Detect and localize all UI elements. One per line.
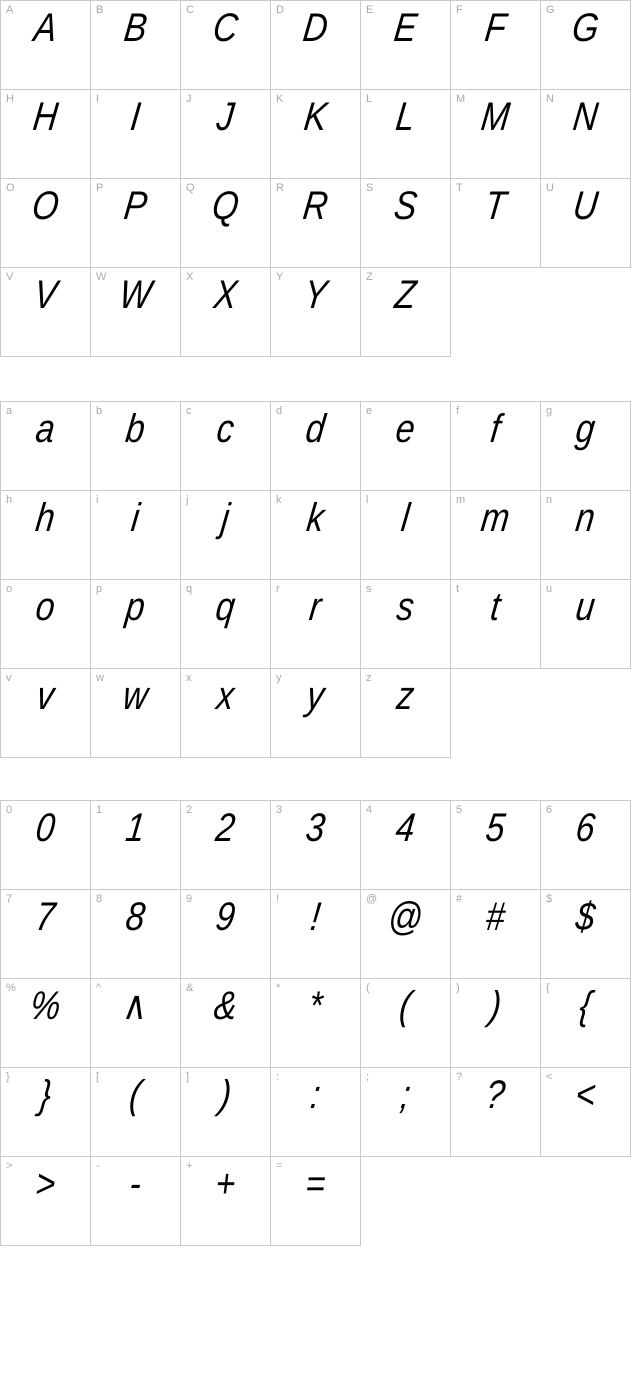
char-cell — [1, 890, 91, 979]
char-cell — [361, 402, 451, 491]
char-label: a — [6, 405, 13, 417]
char-glyph: u — [573, 585, 598, 629]
char-cell — [1, 491, 91, 580]
char-cell — [361, 1, 451, 90]
char-cell — [1, 1157, 91, 1246]
char-cell — [451, 179, 541, 268]
char-glyph: s — [394, 585, 417, 629]
char-label: ! — [276, 893, 280, 905]
char-glyph: F — [482, 6, 509, 50]
char-glyph: m — [478, 496, 513, 540]
char-label: z — [366, 672, 372, 684]
char-cell — [271, 580, 361, 669]
char-label: S — [366, 182, 374, 194]
char-label: P — [96, 182, 104, 194]
char-cell — [361, 580, 451, 669]
char-cell — [91, 179, 181, 268]
char-cell — [271, 491, 361, 580]
char-glyph: i — [129, 496, 142, 540]
char-cell — [271, 801, 361, 890]
char-cell — [361, 979, 451, 1068]
char-glyph: z — [394, 674, 417, 718]
char-cell — [181, 979, 271, 1068]
char-cell — [1, 801, 91, 890]
char-label: T — [456, 182, 463, 194]
char-glyph: Z — [392, 273, 419, 317]
char-label: D — [276, 4, 284, 16]
char-glyph: ? — [483, 1073, 508, 1117]
char-glyph: N — [570, 95, 601, 139]
char-label: k — [276, 494, 282, 506]
char-glyph: Y — [301, 273, 330, 317]
char-cell — [181, 580, 271, 669]
char-cell — [271, 179, 361, 268]
char-glyph: f — [488, 407, 503, 451]
char-cell — [1, 1, 91, 90]
char-label: 6 — [546, 804, 553, 816]
char-label: p — [96, 583, 103, 595]
char-cell — [1, 90, 91, 179]
char-glyph: 3 — [303, 806, 328, 850]
char-glyph: V — [31, 273, 60, 317]
char-cell — [541, 402, 631, 491]
char-cell — [1, 580, 91, 669]
char-glyph: ) — [217, 1073, 234, 1117]
char-label: o — [6, 583, 13, 595]
char-glyph: t — [488, 585, 503, 629]
char-glyph: - — [127, 1162, 144, 1206]
char-glyph: n — [573, 496, 598, 540]
char-glyph: H — [30, 95, 61, 139]
uppercase-grid — [0, 0, 631, 357]
char-label: e — [366, 405, 373, 417]
char-cell — [361, 90, 451, 179]
char-cell — [91, 580, 181, 669]
char-label: B — [96, 4, 104, 16]
char-cell — [451, 491, 541, 580]
char-cell — [541, 1, 631, 90]
char-cell — [181, 402, 271, 491]
char-glyph: ) — [487, 984, 504, 1028]
char-label: W — [96, 271, 107, 283]
char-label: % — [6, 982, 16, 994]
char-label: U — [546, 182, 554, 194]
char-glyph: o — [33, 585, 58, 629]
char-cell — [181, 1157, 271, 1246]
char-label: V — [6, 271, 14, 283]
char-label: x — [186, 672, 192, 684]
char-label: 1 — [96, 804, 103, 816]
char-glyph: 5 — [483, 806, 508, 850]
char-label: d — [276, 405, 283, 417]
char-label: 8 — [96, 893, 103, 905]
char-label: } — [6, 1071, 10, 1083]
char-cell — [361, 801, 451, 890]
char-cell — [361, 179, 451, 268]
char-label: 3 — [276, 804, 283, 816]
numerals-symbols-grid — [0, 800, 631, 1246]
char-glyph: O — [29, 184, 62, 228]
char-glyph: r — [307, 585, 324, 629]
char-label: 0 — [6, 804, 13, 816]
char-cell — [91, 979, 181, 1068]
char-cell — [451, 580, 541, 669]
char-label: G — [546, 4, 555, 16]
char-label: j — [186, 494, 189, 506]
char-label: ^ — [96, 982, 102, 994]
char-glyph: X — [211, 273, 240, 317]
char-label: E — [366, 4, 374, 16]
char-cell — [451, 1068, 541, 1157]
char-cell — [91, 1, 181, 90]
char-glyph: M — [478, 95, 513, 139]
char-cell — [541, 179, 631, 268]
char-label: R — [276, 182, 284, 194]
char-glyph: h — [33, 496, 58, 540]
char-label: = — [276, 1160, 283, 1172]
char-cell — [541, 90, 631, 179]
char-label: 2 — [186, 804, 193, 816]
char-label: Y — [276, 271, 284, 283]
char-glyph: & — [211, 984, 240, 1028]
char-glyph: ! — [308, 895, 323, 939]
char-glyph: $ — [573, 895, 598, 939]
char-label: ; — [366, 1071, 370, 1083]
char-glyph: e — [393, 407, 418, 451]
char-label: - — [96, 1160, 100, 1172]
char-label: n — [546, 494, 553, 506]
char-cell — [181, 90, 271, 179]
char-cell — [541, 979, 631, 1068]
char-label: c — [186, 405, 192, 417]
char-glyph: > — [32, 1162, 59, 1206]
char-cell — [451, 402, 541, 491]
char-label: O — [6, 182, 15, 194]
char-cell — [271, 979, 361, 1068]
char-glyph: A — [31, 6, 60, 50]
char-label: * — [276, 982, 281, 994]
char-cell — [541, 801, 631, 890]
char-glyph: + — [212, 1162, 239, 1206]
char-glyph: U — [570, 184, 601, 228]
char-label: X — [186, 271, 194, 283]
char-cell — [271, 890, 361, 979]
char-label: f — [456, 405, 460, 417]
char-cell — [1, 179, 91, 268]
char-glyph: 4 — [393, 806, 418, 850]
char-glyph: { — [577, 984, 594, 1028]
char-glyph: @ — [385, 895, 426, 939]
char-cell — [271, 402, 361, 491]
char-cell — [181, 1, 271, 90]
char-glyph: 1 — [123, 806, 148, 850]
char-label: $ — [546, 893, 553, 905]
char-cell — [271, 1157, 361, 1246]
char-cell — [271, 669, 361, 758]
char-label: H — [6, 93, 14, 105]
char-label: < — [546, 1071, 553, 1083]
char-glyph: b — [123, 407, 148, 451]
char-glyph: j — [219, 496, 232, 540]
char-label: L — [366, 93, 373, 105]
char-label: v — [6, 672, 12, 684]
char-label: l — [366, 494, 369, 506]
char-label: Z — [366, 271, 373, 283]
char-cell — [271, 1, 361, 90]
char-glyph: E — [391, 6, 420, 50]
char-label: ] — [186, 1071, 190, 1083]
char-cell — [1, 669, 91, 758]
char-label: g — [546, 405, 553, 417]
char-cell — [361, 268, 451, 357]
char-label: t — [456, 583, 460, 595]
char-label: K — [276, 93, 284, 105]
char-glyph: y — [304, 674, 327, 718]
char-cell — [451, 1, 541, 90]
char-label: F — [456, 4, 463, 16]
char-label: b — [96, 405, 103, 417]
char-cell — [1, 268, 91, 357]
char-label: : — [276, 1071, 280, 1083]
char-label: I — [96, 93, 100, 105]
char-cell — [271, 90, 361, 179]
char-cell — [181, 491, 271, 580]
char-glyph: T — [482, 184, 509, 228]
char-glyph: B — [121, 6, 150, 50]
char-glyph: k — [304, 496, 327, 540]
char-glyph: 0 — [33, 806, 58, 850]
char-glyph: ( — [397, 984, 414, 1028]
char-label: A — [6, 4, 14, 16]
char-glyph: R — [300, 184, 331, 228]
char-glyph: * — [306, 984, 325, 1028]
char-cell — [91, 268, 181, 357]
char-label: 5 — [456, 804, 463, 816]
char-label: s — [366, 583, 372, 595]
char-glyph: J — [214, 95, 237, 139]
char-glyph: 7 — [33, 895, 58, 939]
char-glyph: g — [573, 407, 598, 451]
char-glyph: l — [399, 496, 412, 540]
char-glyph: 9 — [213, 895, 238, 939]
char-glyph: v — [34, 674, 57, 718]
char-glyph: x — [214, 674, 237, 718]
char-label: r — [276, 583, 280, 595]
char-glyph: Q — [209, 184, 242, 228]
char-label: J — [186, 93, 192, 105]
char-cell — [91, 1157, 181, 1246]
char-glyph: D — [300, 6, 331, 50]
char-glyph: d — [303, 407, 328, 451]
char-glyph: 8 — [123, 895, 148, 939]
char-cell — [181, 801, 271, 890]
char-cell — [361, 890, 451, 979]
char-label: M — [456, 93, 466, 105]
char-label: C — [186, 4, 194, 16]
char-cell — [91, 669, 181, 758]
char-cell — [91, 801, 181, 890]
char-cell — [361, 491, 451, 580]
char-label: ? — [456, 1071, 463, 1083]
char-cell — [271, 1068, 361, 1157]
char-label: # — [456, 893, 463, 905]
char-cell — [451, 979, 541, 1068]
char-glyph: G — [569, 6, 602, 50]
char-cell — [91, 491, 181, 580]
char-glyph: ( — [127, 1073, 144, 1117]
char-cell — [541, 1068, 631, 1157]
char-cell — [451, 801, 541, 890]
char-glyph: L — [393, 95, 418, 139]
char-glyph: ; — [398, 1073, 413, 1117]
char-cell — [271, 268, 361, 357]
char-label: @ — [366, 893, 378, 905]
char-label: 9 — [186, 893, 193, 905]
char-cell — [541, 890, 631, 979]
char-label: u — [546, 583, 553, 595]
char-cell — [91, 90, 181, 179]
char-label: { — [546, 982, 550, 994]
char-label: q — [186, 583, 193, 595]
char-cell — [91, 402, 181, 491]
char-label: ( — [366, 982, 370, 994]
char-cell — [361, 1068, 451, 1157]
char-cell — [451, 90, 541, 179]
char-glyph: P — [121, 184, 150, 228]
char-label: ) — [456, 982, 460, 994]
char-glyph: } — [37, 1073, 54, 1117]
char-cell — [181, 669, 271, 758]
char-cell — [451, 890, 541, 979]
char-label: 7 — [6, 893, 13, 905]
char-glyph: # — [483, 895, 508, 939]
char-glyph: K — [301, 95, 330, 139]
char-glyph: C — [210, 6, 241, 50]
char-cell — [361, 669, 451, 758]
char-cell — [541, 491, 631, 580]
char-label: h — [6, 494, 13, 506]
char-glyph: : — [308, 1073, 323, 1117]
char-cell — [91, 890, 181, 979]
char-glyph: p — [123, 585, 148, 629]
char-label: [ — [96, 1071, 100, 1083]
char-label: i — [96, 494, 99, 506]
char-cell — [181, 268, 271, 357]
char-glyph: a — [33, 407, 58, 451]
char-glyph: = — [302, 1162, 329, 1206]
char-label: N — [546, 93, 554, 105]
char-glyph: W — [116, 273, 155, 317]
char-glyph: S — [391, 184, 420, 228]
char-glyph: ∧ — [120, 984, 151, 1028]
char-cell — [1, 1068, 91, 1157]
char-label: + — [186, 1160, 193, 1172]
char-glyph: I — [128, 95, 143, 139]
char-cell — [1, 979, 91, 1068]
char-label: & — [186, 982, 194, 994]
char-glyph: q — [213, 585, 238, 629]
char-glyph: w — [120, 674, 151, 718]
char-cell — [181, 890, 271, 979]
char-cell — [181, 1068, 271, 1157]
char-label: > — [6, 1160, 13, 1172]
char-label: y — [276, 672, 282, 684]
char-cell — [541, 580, 631, 669]
lowercase-grid — [0, 401, 631, 758]
char-label: Q — [186, 182, 195, 194]
char-cell — [1, 402, 91, 491]
char-glyph: 6 — [573, 806, 598, 850]
char-cell — [91, 1068, 181, 1157]
char-glyph: c — [214, 407, 237, 451]
char-glyph: < — [572, 1073, 599, 1117]
char-label: w — [96, 672, 104, 684]
char-label: m — [456, 494, 466, 506]
char-label: 4 — [366, 804, 373, 816]
char-glyph: 2 — [213, 806, 238, 850]
char-cell — [181, 179, 271, 268]
char-glyph: % — [27, 984, 64, 1028]
